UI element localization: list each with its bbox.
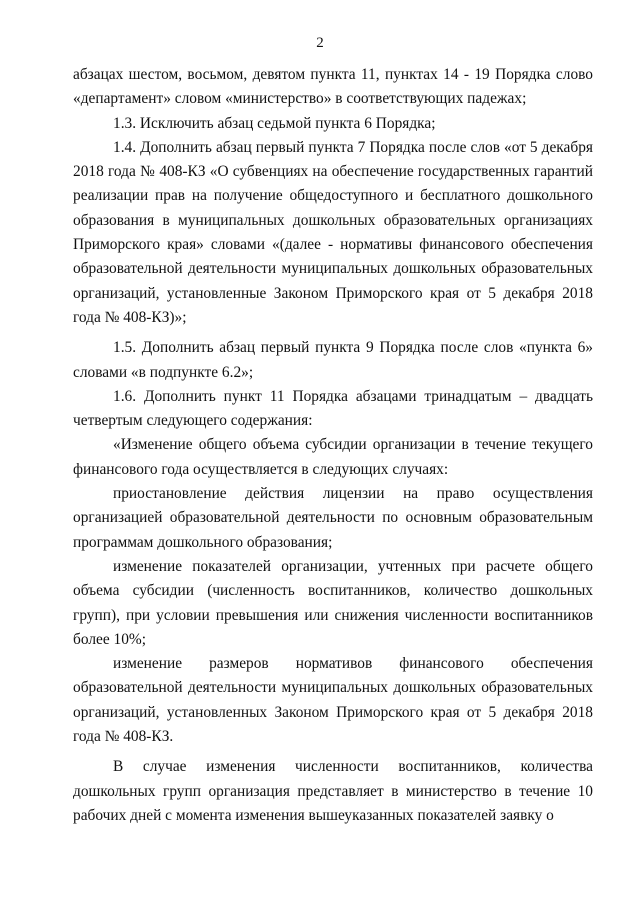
- quoted-paragraph-change-volume: «Изменение общего объема субсидии организации в течение текущего финансового года осуществляется в следующих случаях:: [73, 436, 593, 478]
- quoted-paragraph-indicators: изменение показателей организации, учтенных при расчете общего объема субсидии (численность воспитанников, количество дошкольных групп), при условии превышения или снижения численности воспитанников более 10%;: [73, 557, 593, 648]
- quoted-paragraph-suspension: приостановление действия лицензии на право осуществления организацией образовательной деятельности по основным образовательным программам дошкольного образования;: [73, 485, 593, 551]
- paragraph-1-3: 1.3. Исключить абзац седьмой пункта 6 Порядка;: [113, 114, 436, 132]
- page-number: 2: [316, 35, 324, 51]
- paragraph-application: В случае изменения численности воспитанников, количества дошкольных групп организация представляет в министерство в течение 10 рабочих дней с момента изменения вышеуказанных показателей заявку о: [73, 758, 593, 824]
- paragraph-1-4: 1.4. Дополнить абзац первый пункта 7 Порядка после слов «от 5 декабря 2018 года № 408-КЗ «О субвенциях на обеспечение государственных гарантий реализации прав на получение общедоступного и бесплатного дошкольного образования в муниципальных дошкольных образовательных организациях Приморского края» словами «(далее - нормативы финансового обеспечения образовательной деятельности муниципальных дошкольных образовательных организаций, установленные Законом Приморского края от 5 декабря 2018 года № 408-КЗ)»;: [73, 138, 593, 326]
- document-body: [73, 63, 593, 828]
- quoted-paragraph-standards: изменение размеров нормативов финансового обеспечения образовательной деятельности муниципальных дошкольных образовательных организаций, установленных Законом Приморского края от 5 декабря 2018 года № 408-КЗ.: [73, 655, 593, 746]
- paragraph-1-6: 1.6. Дополнить пункт 11 Порядка абзацами тринадцатым – двадцать четвертым следующего содержания:: [73, 387, 593, 430]
- paragraph-1-5: 1.5. Дополнить абзац первый пункта 9 Порядка после слов «пункта 6» словами «в подпункте 6.2»;: [73, 339, 593, 381]
- paragraph-continuation: абзацах шестом, восьмом, девятом пункта 11, пунктах 14 - 19 Порядка слово «департамент» словом «министерство» в соответствующих падежах;: [73, 66, 593, 108]
